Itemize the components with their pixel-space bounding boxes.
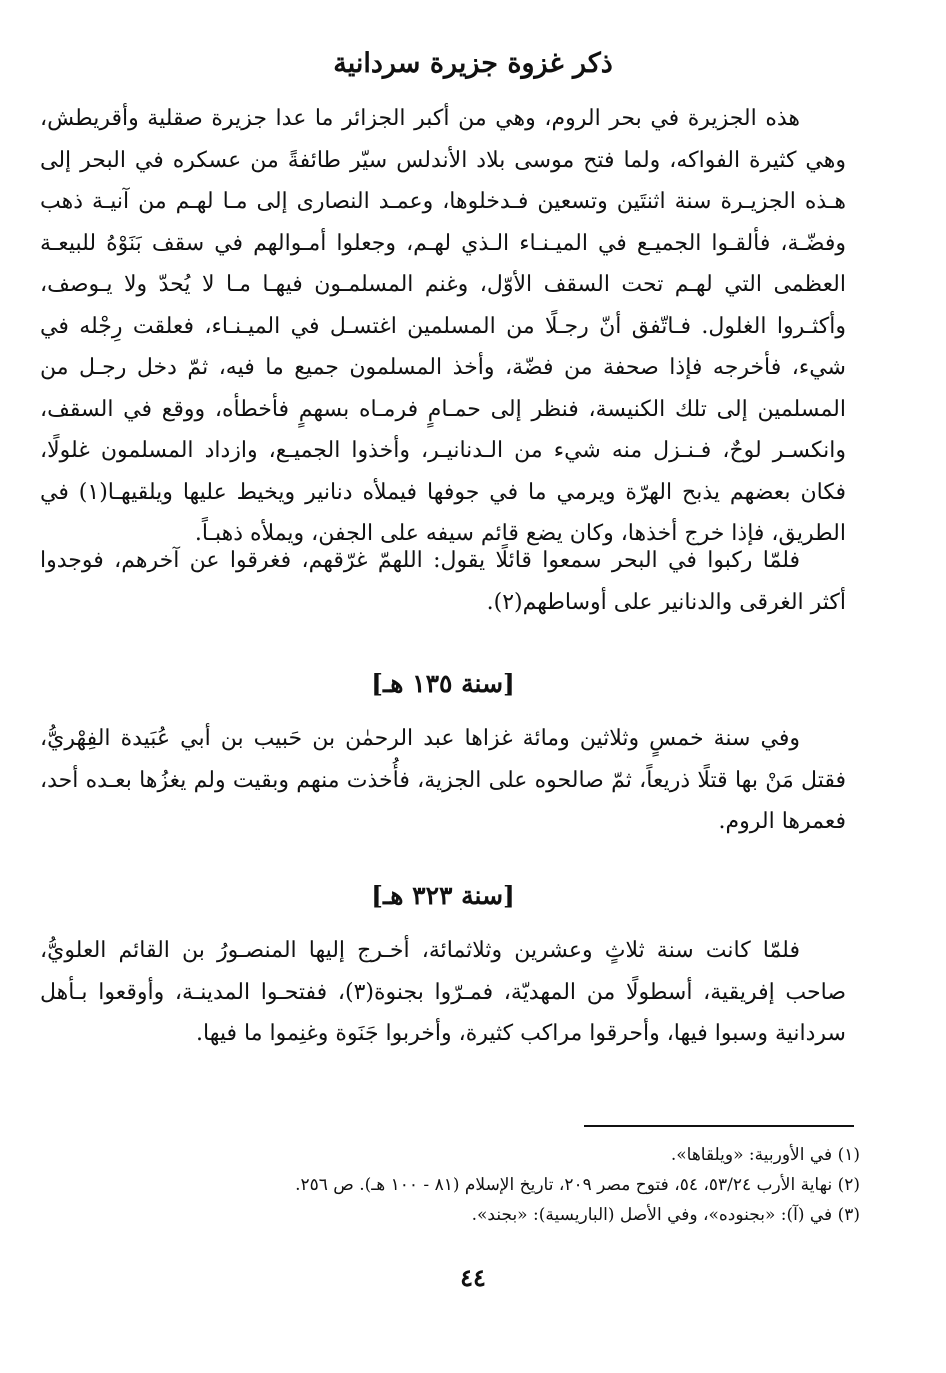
footnote-2: (٢) نهاية الأرب ٥٣/٢٤، ٥٤، فتوح مصر ٢٠٩، تاريخ الإسلام (٨١ - ١٠٠ هـ). ص ٢٥٦. xyxy=(295,1175,860,1195)
year-323-heading: [سنة ٣٢٣ هـ] xyxy=(371,881,515,910)
footnote-3: (٣) في (آ): «بجنوده»، وفي الأصل (الباريسية): «بجند». xyxy=(471,1205,860,1225)
year-135-heading: [سنة ١٣٥ هـ] xyxy=(371,669,515,698)
year-135-section xyxy=(40,718,846,843)
footnote-1: (١) في الأوربية: «ويلقاها». xyxy=(670,1145,860,1165)
drowning-section xyxy=(40,540,846,623)
paragraph-year-323: فلمّا كانت سنة ثلاثٍ وعشرين وثلاثمائة، أخـرج إليها المنصـورُ بن القائم العلويُّ، صاحب إفريقية، أسطولًا من المهديّة، فمـرّوا بجنوة(٣)، ففتحـوا المدينـة، وأوقعوا بـأهل سردانية وسبوا فيها، وأحرقوا مراكب كثيرة، وأخربوا جَنَوة وغنِموا ما فيها. xyxy=(40,938,846,1046)
footnotes xyxy=(60,1140,860,1230)
year-323-section xyxy=(40,930,846,1055)
paragraph-conquest: هذه الجزيرة في بحر الروم، وهي من أكبر الجزائر ما عدا جزيرة صقلية وأقريطش، وهي كثيرة الفواكه، ولما فتح موسى بلاد الأندلس سيّر طائفةً من عسكره في البحر إلى هـذه الجزيـرة سنة اثنتَين وتسعين فـدخلوها، وعمـد النصارى إلى مـا لهـم من آنيـة ذهب وفضّـة، فألقـوا الجميـع في الميـنـاء الـذي لهـم، وجعلوا أمـوالهم في سقف بَنَوْهُ للبيعـة العظمى التي لهـم تحت السقف الأوّل، وغنم المسلمـون فيهـا مـا لا يُحدّ ولا يـوصف، وأكثـروا الغلول. فـاتّفق أنّ رجـلًا من المسلمين اغتسـل في الميـنـاء، فعلقت رِجْله في شيء، فأخرجه فإذا صحفة من فضّة، وأخذ المسلمون جميع ما فيه، ثمّ دخل رجـل من المسلمين إلى تلك الكنيسة، فنظر إلى حمـامٍ فرمـاه بسهمٍ فأخطأه، ووقع في السقف، وانكسـر لوحٌ، فـنـزل منه شيء من الـدنانيـر، وأخذوا الجميـع، وازداد المسلمون غلولًا، فكان بعضهم يذبح الهرّة ويرمي ما في جوفها فيملأه دنانير ويخيط عليها ويلقيهـا(١) في الطريق، فإذا خرج أخذها، وكان يضع قائم سيفه على الجفن، ويملأه ذهبـاً. xyxy=(40,106,846,546)
main-section xyxy=(40,98,846,555)
page-title: ذكر غزوة جزيرة سردانية xyxy=(333,48,613,79)
paragraph-year-135: وفي سنة خمسٍ وثلاثين ومائة غزاها عبد الرحمٰن بن حَبيب بن أبي عُبَيدة الفِهْريُّ، فقتل مَنْ بها قتلًا ذريعاً، ثمّ صالحوه على الجزية، فأُخذت منهم وبقيت ولم يغزُها بعـده أحد، فعمرها الروم. xyxy=(40,726,846,834)
paragraph-drowning: فلمّا ركبوا في البحر سمعوا قائلًا يقول: اللهمّ غرّقهم، فغرقوا عن آخرهم، فوجدوا أكثر الغرقى والدنانير على أوساطهم(٢). xyxy=(40,548,846,615)
page-number: ٤٤ xyxy=(460,1263,486,1292)
footnote-divider xyxy=(584,1125,854,1127)
